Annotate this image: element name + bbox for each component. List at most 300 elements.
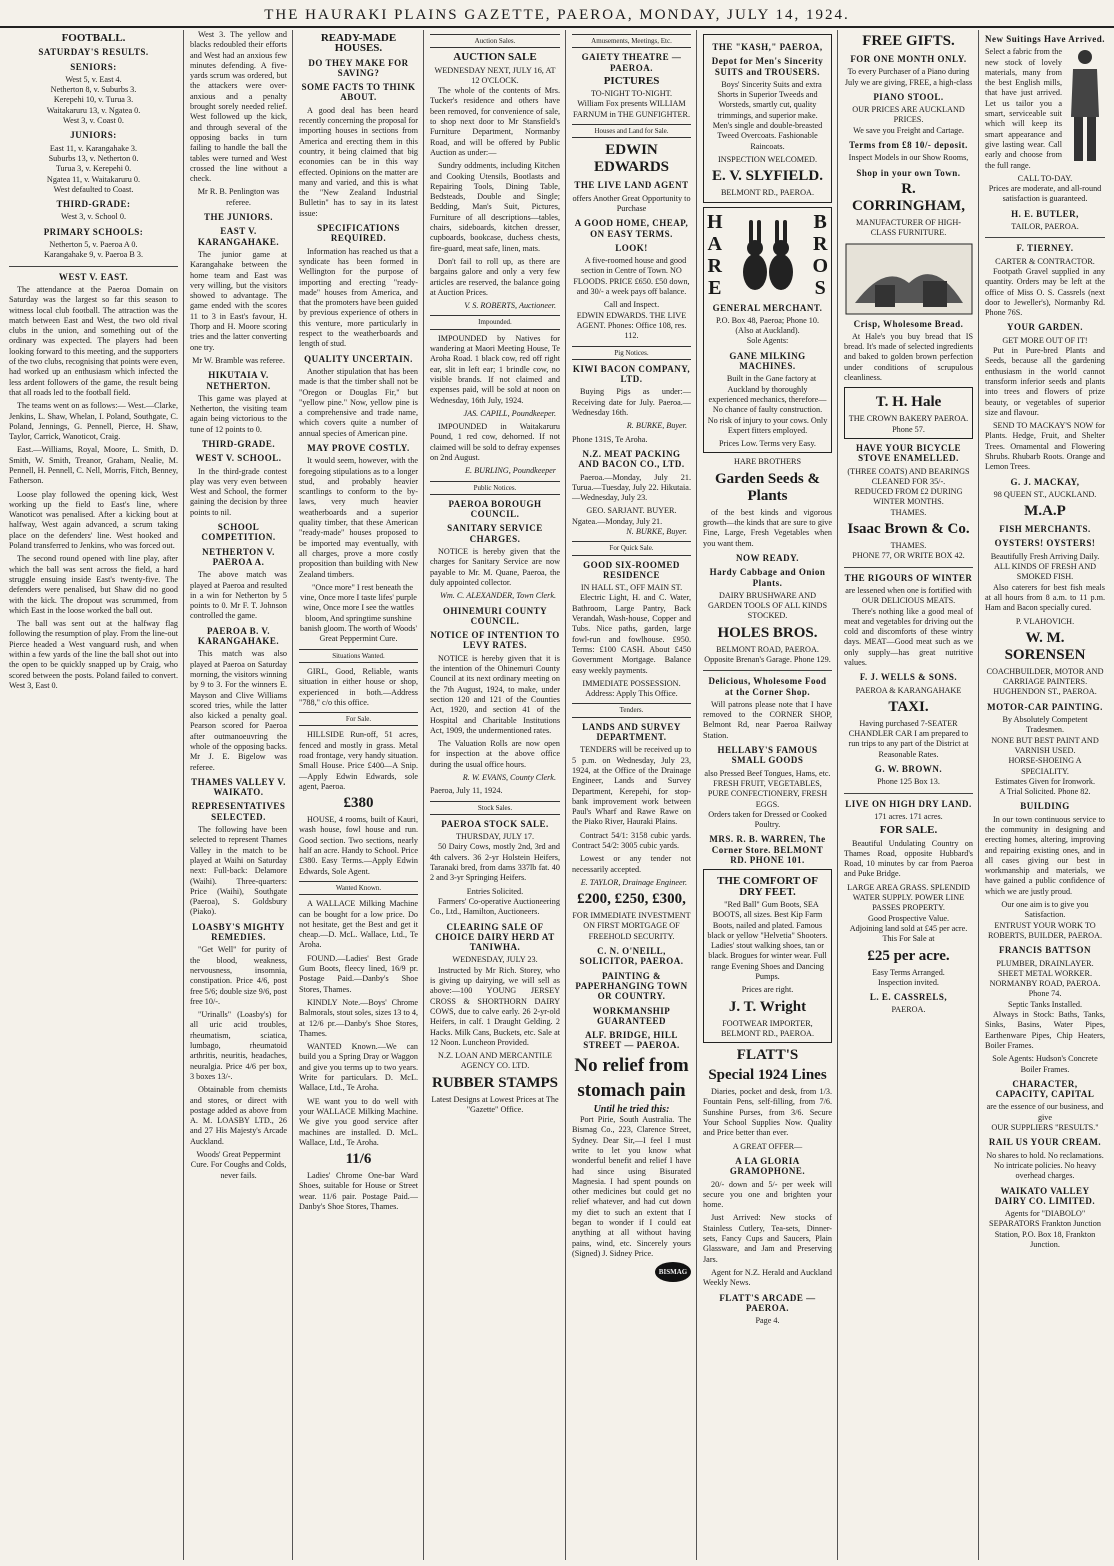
advert-line: REDUCED FROM £2 DURING WINTER MONTHS. (854, 487, 963, 507)
classified-ad: WANTED Known.—We can build you a Spring Dray or Waggon and give you terms up to two years. Write for particulars. D. McL. Wallace, Ltd., Te Aroha. (299, 1042, 418, 1093)
advert-line: IN HALL ST., OFF MAIN ST. (580, 583, 683, 593)
advert-line: OUR SUPPLIERS "RESULTS." (991, 1123, 1099, 1133)
advert-line: FRESH FRUIT, VEGETABLES, PURE CONFECTIONERY, FRESH EGGS. (707, 778, 828, 809)
advert-heading: THE COMFORT OF DRY FEET. (717, 875, 818, 898)
wright-advert (703, 869, 832, 1043)
logo-letter: S (814, 276, 826, 299)
column-merchants (698, 30, 838, 1560)
classified-ad: HOUSE, 4 rooms, built of Kauri, wash house, fowl house and run. Good section. Two sections, nearly half an acre. Handy to School. Price £380. Easy Terms.—Apply Edwin Edwards, Sole Agent. (299, 815, 418, 876)
advert-line: Latest Designs at Lowest Prices at The "Gazette" Office. (431, 1094, 559, 1115)
advert-headline: T. H. Hale (875, 394, 942, 411)
advert-line: HORSE-SHOEING A SPECIALITY. (1008, 756, 1082, 776)
advert-line: Prices are moderate, and all-round satisfaction is guaranteed. (988, 184, 1102, 204)
advert-verse: "Once more" I rest beneath the vine, Once more I taste lifes' purple wine, Once more I see the wattles bloom, And springtime sunshine banish gloom. The worth of Woods' Great Peppermint Cure. (300, 582, 417, 644)
advert-line: Phone 131S, Te Aroha. (572, 434, 648, 444)
advert-line: (THREE COATS) AND BEARINGS CLEANED FOR 35/-. (847, 466, 970, 486)
advert-paragraph: "Red Ball" Gum Boots, SEA BOOTS, all sizes. Best Kip Farm Boots, nailed and plated. Famous black or yellow "Helvetia" Shooters. Ladies' stout walking shoes, tan or black. Brogues for winter wear. Full range Evening Shoes and Dancing Pumps. (707, 899, 828, 981)
advert-paragraph: Select a fabric from the new stock of lovely materials, many from the best English mills, that have just arrived. Let us tailor you a smart, serviceable suit which will keep its smart appearance and give lasting wear. Call early and choose from the full range. (985, 47, 1062, 170)
signature: E. TAYLOR, Drainage Engineer. (580, 877, 687, 887)
kash-advert (703, 34, 832, 203)
subheading: THIRD-GRADE: (56, 199, 131, 210)
result-line: West 5, v. East 4. (65, 74, 122, 84)
result-line: West 3, v. Coast 0. (63, 116, 124, 126)
notice-paragraph: NOTICE is hereby given that the charges for Sanitary Service are now payable to Mr. M. Quane, Paeroa, the duly appointed collector. (430, 547, 560, 587)
advert-line: GET MORE OUT OF IT! (1002, 335, 1088, 345)
advert-heading: F. J. WELLS & SONS. (859, 672, 958, 683)
advert-line: Prices Low. Terms very Easy. (719, 439, 816, 449)
newspaper-columns (4, 30, 1110, 1560)
article-paragraph: The ball was sent out at the halfway flag following the resumption of play. From the line-out Pierce headed a West vanguard rush, and when within a few yards of the line the ball shot out into the open to be quickly snapped up by Craig, who scored between the posts. Poland failed to convert. West 3, East 0. (9, 619, 178, 690)
advert-line: DAIRY BRUSHWARE AND GARDEN TOOLS OF ALL KINDS STOCKED. (707, 590, 828, 621)
advert-heading: OYSTERS! OYSTERS! (994, 538, 1096, 549)
classified-category: Stock Sales. (430, 801, 560, 815)
advert-line: offers Another Great Opportunity to Purchase (572, 193, 691, 213)
advert-paragraph: In our town continuous service to the community in designing and erecting homes, altering, improving and repairing existing ones, and in all cases giving our best in workmanship and materials, we have gained a public confidence of which we are justly proud. (985, 814, 1105, 896)
bismag-logo: BISMAG (655, 1262, 691, 1282)
logo-letter: R (707, 254, 722, 277)
advert-heading: WAIKATO VALLEY DAIRY CO. LIMITED. (994, 1185, 1096, 1206)
column-tradesmen (980, 30, 1110, 1560)
notice-heading: SANITARY SERVICE CHARGES. (447, 523, 543, 544)
advert-paragraph: Just Arrived: New stocks of Stainless Cutlery, Tea-sets, Dinner-sets, Fancy Cups and Saucers, Plain Glassware, and Jam and Preserving Jars. (703, 1213, 832, 1264)
subheading: PRIMARY SCHOOLS: (43, 226, 144, 237)
advert-headline: Isaac Brown & Co. (847, 521, 970, 538)
subheading: HIKUTAIA V. NETHERTON. (206, 370, 271, 391)
subheading: SATURDAY'S RESULTS. (38, 47, 149, 58)
column-football (4, 30, 184, 1560)
article-paragraph: Another stipulation that has been made is that the timber shall not be "Oregon or Douglas Fir," but "yellow pine." Now, yellow pine is a comprehensive and trade name, which covers quite a number of annual species of American pine. (299, 366, 418, 438)
advert-paragraph: Beautiful Undulating Country on Thames Road, opposite Hubbard's Road, 10 minutes by car from Paeroa and Puke Bridge. (844, 838, 973, 879)
notice-paragraph: The Valuation Rolls are now open for inspection at the above office during the usual office hours. (430, 739, 560, 769)
advert-paragraph: There's nothing like a good meal of meat and vegetables for driving out the cold and discomforts of these wintry days. MEAT—Good meat such as we only supply—has great nutritive values. (844, 606, 973, 667)
advert-line: We save you Freight and Cartage. (853, 125, 964, 135)
logo-letter: O (812, 254, 828, 277)
advert-line: Agents for "DIABOLO" SEPARATORS Frankton Junction Station, P.O. Box 18, Frankton Junction. (989, 1209, 1101, 1249)
referee-line: Mr W. Bramble was referee. (192, 355, 285, 365)
classified-ad: A WALLACE Milking Machine can be bought for a low price. Do not hesitate, get the Best and get it cheap.—D. McL. Wallace, Ltd., Te Aroha. (299, 899, 418, 950)
advert-heading: NOW READY. (735, 552, 799, 563)
advert-line: Orders taken for Dressed or Cooked Poultry. (708, 809, 827, 830)
advert-heading: GENERAL MERCHANT. (712, 302, 823, 313)
advert-heading: FOR SALE. (879, 824, 938, 837)
subheading: WEST V. EAST. (58, 271, 129, 282)
advert-line: Phone 125 Box 13. (877, 777, 940, 787)
subheading: THE JUNIORS. (203, 212, 273, 223)
article-paragraph: The junior game at Karangahake between the home team and East was very willing, but the visitors showed to advantage. The game ended with the scores 11 to 3 in East's favour, H. Thorp and H. Moore scoring tries and the latter converting one try. (190, 249, 287, 352)
logo-letter: R (812, 232, 828, 255)
advert-line: A Trial Solicited. Phone 82. (999, 787, 1091, 797)
classified-category: Wanted Known. (299, 881, 418, 895)
advert-line: THE CROWN BAKERY PAEROA. Phone 57. (848, 414, 969, 434)
hare-bros-advert (703, 207, 832, 454)
advert-heading: LOOK! (615, 242, 648, 253)
notice-line: Entries Solicited. (466, 886, 524, 896)
advert-heading: PAINTING & PAPERHANGING TOWN OR COUNTRY. (575, 970, 688, 1002)
advert-headline: HOLES BROS. (717, 624, 818, 641)
divider (844, 567, 973, 568)
divider (844, 793, 973, 794)
article-paragraph: The attendance at the Paeroa Domain on Saturday was the largest so far this season to witness local club football. The attraction was the match between East and West, the two old rival clubs in the union, and something out of the ordinary was expected. The players had been looking forward to this meeting, and the supporters of the two clubs, recognising that points were even, had worked up an enthusiasm which infected the less ardent followers of the game, the result being that all roads led to the football field. (9, 284, 178, 397)
advert-line: LARGE AREA GRASS. SPLENDID WATER SUPPLY. POWER LINE PASSES PROPERTY. (847, 882, 970, 913)
advert-heading: GANE MILKING MACHINES. (729, 350, 806, 372)
advert-line: CALL TO-DAY. (1017, 173, 1073, 183)
advert-heading: G. J. MACKAY, (1010, 476, 1080, 487)
advert-line: PAEROA & KARANGAHAKE (855, 685, 962, 695)
advert-line: ALL KINDS OF FRESH AND SMOKED FISH. (993, 562, 1097, 582)
advert-paragraph: Diaries, pocket and desk, from 1/3. Fountain Pens, self-filling, from 7/6. Sunshine Purses, from 3/6. Secure Your School Supplies Now. Quality and Price better than ever. (703, 1087, 832, 1138)
advert-heading: New Suitings Have Arrived. (985, 34, 1105, 44)
article-paragraph: A good deal has been heard recently concerning the proposal for importing houses in sections from America and erecting them in this country, it being claimed that big economies can be in this way effected. Opinions on the matter are many and varied, and this is what the "New Zealand Industrial Bulletin" has to say in its latest issue: (299, 105, 418, 218)
advert-heading: HELLABY'S FAMOUS SMALL GOODS (717, 745, 818, 766)
divider (703, 670, 832, 671)
subheading: SCHOOL COMPETITION. (201, 522, 276, 543)
notice-line: N.Z. LOAN AND MERCANTILE AGENCY CO. LTD. (438, 1051, 552, 1071)
result-line: Ngatea 11, v. Waitakaruru 0. (46, 174, 141, 184)
logo-letter: H (707, 210, 723, 233)
price-display: 11/6 (345, 1151, 372, 1168)
advert-line: are the essence of our business, and give (986, 1102, 1104, 1122)
advert-line: ENTRUST YOUR WORK TO ROBERTS, BUILDER, PAEROA. (987, 920, 1103, 940)
advert-line: IMMEDIATE POSSESSION. (582, 678, 681, 688)
section-heading: FOOTBALL. (61, 32, 126, 44)
advert-heading: PICTURES (603, 74, 660, 87)
article-paragraph: The above match was played at Paeroa and resulted in a win for Netherton by 5 points to 0. Mr F. T. Johnson controlled the game. (190, 570, 287, 621)
advert-heading: N.Z. MEAT PACKING AND BACON CO., LTD. (578, 448, 685, 470)
advert-headline: £200, £250, £300, (577, 891, 686, 908)
advert-heading: FOR ONE MONTH ONLY. (850, 54, 967, 64)
advert-heading: BUILDING (1020, 801, 1070, 812)
subheading: SOME FACTS TO THINK ABOUT. (301, 82, 416, 103)
column-furniture-bakery (839, 30, 979, 1560)
advert-heading: LIVE ON HIGH DRY LAND. (845, 798, 972, 809)
advert-line: also Pressed Beef Tongues, Hams, etc. (704, 768, 831, 778)
advert-line: TAILOR, PAEROA. (1011, 222, 1079, 232)
advert-heading: THE "KASH," PAEROA, (712, 42, 823, 52)
advert-heading: Crisp, Wholesome Bread. (853, 318, 964, 329)
advert-paragraph: Built in the Gane factory at Auckland by thoroughly experienced mechanics, therefore— No chance of faulty construction. No risk of injury to your cows. Only Expert fitters employed. (707, 374, 828, 435)
advert-line: A GREAT OFFER— (732, 1141, 803, 1151)
advert-heading: HAVE YOUR BICYCLE STOVE ENAMELLED. (855, 442, 962, 464)
advert-line: Address: Apply This Office. (585, 689, 678, 699)
logo-letter: A (707, 232, 722, 255)
advert-paragraph: "Urinalls" (Loasby's) for all uric acid troubles, rheumatism, sciatica, lumbago, rheumatoid arthritis, neuritis, headaches, neuralgia. Price 4/6 per box, 3 boxes 13/-. (190, 1010, 287, 1081)
advert-heading: CHARACTER, CAPACITY, CAPITAL (995, 1078, 1095, 1100)
advert-heading: FISH MERCHANTS. (999, 524, 1091, 535)
advert-line: P.O. Box 48, Paeroa; Phone 10. (Also at Auckland). (715, 315, 820, 336)
advert-line: CARTER & CONTRACTOR. (995, 256, 1095, 266)
article-paragraph: It would seem, however, with the foregoing stipulations as to a longer stud, and probably heavier scantlings to conform to the by-laws, very much heavier weatherboards and a superior quality timber, that these American "ready-made" houses proposed to be imported may eventually, with all charges, prove a more costly proposition than building with New Zealand timbers. (299, 456, 418, 579)
advert-headline: FLATT'S (736, 1047, 799, 1064)
advert-line: Inspection invited. (878, 977, 939, 987)
advert-heading: FLATT'S ARCADE — PAEROA. (719, 1292, 816, 1313)
advert-heading: YOUR GARDEN. (1006, 322, 1083, 333)
signature: EDWIN EDWARDS. THE LIVE AGENT. Phones: Office 108, res. 112. (576, 310, 687, 341)
advert-paragraph: Agent for N.Z. Herald and Auckland Weekly News. (703, 1267, 832, 1288)
notice-paragraph: 50 Dairy Cows, mostly 2nd, 3rd and 4th calvers. 36 2-yr Holstein Heifers, Taranaki bred, from dams 337lb fat. 40 2 and 3-yr Springing Heifers. (430, 842, 560, 883)
result-line: Turua 3, v. Kerepehi 0. (55, 164, 132, 174)
advert-line: NORMANBY ROAD, PAEROA. Phone 74. (989, 979, 1101, 999)
subheading: EAST V. KARANGAHAKE. (197, 226, 280, 247)
advert-line: are lessened when one is fortified with OUR DELICIOUS MEATS. (845, 585, 972, 606)
notice-paragraph: IMPOUNDED in Waitakaruru Pound, 1 red cow, dehorned. If not claimed will be sold to defray expenses on 2nd August. (430, 422, 560, 462)
advert-line: Easy Terms Arranged. (872, 967, 945, 977)
classified-category: Situations Wanted. (299, 649, 418, 663)
advert-headline: TAXI. (888, 698, 929, 715)
referee-line: Mr R. B. Penlington was referee. (197, 187, 280, 207)
signature: V. S. ROBERTS, Auctioneer. (464, 301, 556, 311)
advert-heading: C. N. O'NEILL, SOLICITOR, PAEROA. (579, 946, 684, 967)
classified-category: Pig Notices. (572, 346, 691, 360)
advert-heading: GAIETY THEATRE — PAEROA. (581, 52, 682, 73)
advert-line: BELMONT ROAD, PAEROA. Opposite Brenan's Garage. Phone 129. (704, 644, 831, 664)
notice-paragraph: Don't fail to roll up, as there are bargains galore and only a very few articles are reserved, the balance going at Auction Prices. (430, 256, 560, 297)
advert-line: Beautifully Fresh Arriving Daily. (990, 551, 1100, 561)
signature: Wm. C. ALEXANDER, Town Clerk. (440, 591, 556, 601)
advert-heading: THE RIGOURS OF WINTER (844, 572, 973, 583)
advert-headline: £25 per acre. (867, 947, 950, 964)
advert-line: NONE BUT BEST PAINT AND VARNISH USED. (991, 735, 1099, 755)
advert-headline: J. T. Wright (728, 998, 807, 1015)
advert-line: 98 QUEEN ST., AUCKLAND. (993, 489, 1097, 499)
classified-ad: HILLSIDE Run-off, 51 acres, fenced and mostly in grass. Metal road frontage, very handy situation. Small House. Price £400—A Snip.—Apply Edwin Edwards, sole agent, Paeroa. (299, 730, 418, 791)
advert-paragraph: Electric Light, H. and C. Water, Bathroom, Large Pantry, Back Verandah, Wash-house, Copper and Tubs. Nice paths, garden, large fowl-run and fowlhouse. £950. Terms: £100 CASH. About £450 Government Mortgage. Balance easy weekly payments. (572, 593, 691, 675)
logo-letter: B (813, 210, 827, 233)
advert-heading: MOTOR-CAR PAINTING. (987, 701, 1103, 712)
notice-paragraph: TENDERS will be received up to 5 p.m. on Wednesday, July 23, 1924, at the Office of the Drainage Engineer, Lands and Survey Department, Kerepehi, for stop-bank improvement work between Paul's Wharf and Rawe Rawe on the Piako River, Hauraki Plains. (572, 745, 691, 827)
classified-ad: GIRL, Good, Reliable, wants situation in either house or shop, experienced in both.—Address "788," c/o this office. (299, 666, 418, 707)
subheading: SENIORS: (70, 61, 117, 72)
advert-heading: ALF. BRIDGE, HILL STREET — PAEROA. (583, 1030, 680, 1051)
price-display: £380 (343, 795, 374, 812)
advert-heading: L. E. CASSRELS, (869, 992, 948, 1003)
classified-ad: FOUND.—Ladies' Best Grade Gum Boots, fleecy lined, 16/9 pr. Postage Paid.—Danby's Shoe Stores, Thames. (299, 953, 418, 994)
masthead: THE HAURAKI PLAINS GAZETTE, PAEROA, MONDAY, JULY 14, 1924. (0, 0, 1114, 28)
advert-paragraph: Footpath Gravel supplied in any quantity. Orders may be left at the office of Miss O. S. Cassrels (next door to Jeweller's), Normanby Rd. Phone 76S. (985, 266, 1105, 318)
advert-line: Septic Tanks Installed. (1007, 999, 1083, 1009)
classified-category: Houses and Land for Sale. (572, 124, 691, 138)
advert-headline: stomach pain (577, 1079, 686, 1101)
advert-heading: A LA GLORIA GRAMOPHONE. (729, 1155, 806, 1177)
advert-heading: Delicious, Wholesome Food at the Corner Shop. (708, 676, 827, 697)
page-number: Page 4. (755, 1316, 780, 1326)
advert-paragraph: Also caterers for best fish meals at all hours from 8 a.m. to 11 p.m. Ham and Bacon specially cured. (985, 582, 1105, 613)
advert-heading: PIANO STOOL. (873, 91, 944, 102)
notice-date: WEDNESDAY, JULY 23. (452, 955, 538, 965)
advert-line: FOOTWEAR IMPORTER, BELMONT RD., PAEROA. (720, 1018, 815, 1038)
advert-paragraph: "Get Well" for purity of the blood, weakness, nervousness, insomnia, constipation. Price 4/6, post free 5/6; double size 9/6, post free 10/-. (190, 945, 287, 1006)
subheading: REPRESENTATIVES SELECTED. (191, 801, 286, 822)
advert-line: PAEROA. (891, 1005, 926, 1015)
advert-paragraph: 20/- down and 5/- per week will secure you one and brighten your home. (703, 1179, 832, 1210)
notice-paragraph: Sundry oddments, including Kitchen and Cooking Utensils, Bootlasts and Repairing Tools, Dining Table, Bedsteads, Double and Single; Bedding, Man's Suit, Pictures, Furniture of all descriptions—tables, chairs, sideboards, kitchen dresser, cupboards, bookcase, duchess chests, fire-guard, meat safe, linen, mats. (430, 161, 560, 253)
result-line: West defaulted to Coast. (53, 184, 134, 194)
advert-paragraph: Boys' Sincerity Suits and extra Shorts in Superior Tweeds and Worsteds, smartly cut, quality trimmings, and superior make. Men's single and double-breasted Tweed Overcoats. Fashionable Raincoats. (712, 79, 823, 151)
signature: N. BURKE, Buyer. (626, 526, 687, 536)
article-headline: READY-MADE HOUSES. (320, 32, 397, 55)
result-line: Suburbs 13, v. Netherton 0. (48, 153, 139, 163)
classified-category: For Quick Sale. (572, 541, 691, 555)
advert-line: Having purchased 7-SEATER CHANDLER CAR I am prepared to run trips to any part of the District at Reasonable Rates. (848, 718, 969, 759)
advert-heading: Depot for Men's Sincerity SUITS and TROUSERS. (711, 56, 824, 77)
advert-line: Our one aim is to give you Satisfaction. (1001, 900, 1089, 920)
article-paragraph: In the third-grade contest play was very even between West and School, the former gaining the decision by three points to nil. (190, 466, 287, 517)
article-paragraph: The teams went on as follows:— West.—Clarke, Jenkins, L. Shaw, Whelan, I. Poland, Southgate, C. Poland, Jennings, G. Pennell, Pierce, H. Shaw, Taylor, Carrick, Wanoticot, Craig. (9, 401, 178, 442)
article-paragraph: Loose play followed the opening kick, West working up the field to East's line, where Wanoticot was penalised. After a kicking bout at halfway, West again advanced, a scrum taking place on the defenders' line. West hooked and Poland transferred to Jenkins, who was forced out. (9, 489, 178, 551)
notice-date: Paeroa, July 11, 1924. (430, 786, 503, 796)
advert-line: FOR IMMEDIATE INVESTMENT ON FIRST MORTGAGE OF FREEHOLD SECURITY. (572, 911, 691, 941)
bakery-illustration (845, 243, 973, 315)
subheading: WEST V. SCHOOL. (195, 453, 282, 464)
classified-category: Impounded. (430, 315, 560, 329)
classified-category: Auction Sales. (430, 34, 560, 48)
signature: R. BURKE, Buyer. (626, 421, 687, 431)
advert-heading: Terms from £8 10/- deposit. (849, 140, 968, 151)
classified-category: For Sale. (299, 712, 418, 726)
advert-paragraph: Paeroa.—Monday, July 21. Turua.—Tuesday, July 22. Hikutaia.—Wednesday, July 23. (572, 472, 691, 503)
divider (985, 237, 1105, 238)
advert-headline: RUBBER STAMPS (432, 1074, 558, 1091)
notice-paragraph: NOTICE is hereby given that it is the intention of the Ohinemuri County Council at its next ordinary meeting on the 7th August, 1924, to make, under section 120 and 121 of the Counties Act, 1920, and section 41 of the Hospital and Charitable Institutions Act, 1909, the undermentioned rates. (430, 653, 560, 735)
column-amusements-land (567, 30, 697, 1560)
advert-line: Ngatea.—Monday, July 21. (572, 516, 663, 526)
subheading: MAY PROVE COSTLY. (307, 442, 410, 453)
subheading: LOASBY'S MIGHTY REMEDIES. (192, 921, 285, 943)
notice-paragraph: Farmers' Co-operative Auctioneering Co., Ltd., Hamilton, Auctioneers. (430, 896, 560, 917)
advert-paragraph: SEND TO MACKAY'S NOW for Plants. Hedge, Fruit, and Shelter Trees. Ornamental and Flowering Shrubs. Rhubarb Roots. Orange and Lemon Trees. (985, 421, 1105, 472)
notice-heading: PAEROA STOCK SALE. (441, 818, 549, 829)
advert-heading: GOOD SIX-ROOMED RESIDENCE (583, 559, 680, 580)
classified-category: Amusements, Meetings, Etc. (572, 34, 691, 48)
advert-line: THAMES. (890, 507, 927, 517)
advert-tagline: Until he tried this: (593, 1103, 670, 1115)
article-paragraph: West 3. The yellow and blacks redoubled their efforts and West had an anxious few minutes defending. A five-yards scrum was ordered, but the attackers were over-anxious and a penalty brought sorely needed relief. West followed up the kick, and through several of the opposing backs in turn failing to handle the ball the tables were turned and West crossed the line without a check. (190, 30, 287, 184)
hares-illustration (733, 212, 803, 298)
advert-heading: F. TIERNEY. (1016, 243, 1074, 254)
notice-date: THURSDAY, JULY 17. (455, 832, 535, 842)
article-paragraph: The second round opened with line play, after which the ball was sent across the field, a hard struggle ensuing inside East's twenty-five. The defenders were penalised, but Shaw did no good with the kick. The dropout was scrummed, from which East in the loose worked the ball out. (9, 554, 178, 615)
classified-category: Tenders. (572, 703, 691, 717)
article-paragraph: East.—Williams, Royal, Moore, L. Smith, D. Smith, W. Smith, Treanor, Graham, Nealie, M. Pennell, H. Pennell, C. Nell, Morris, Fitch, Benney, Fatherson. (9, 445, 178, 486)
advert-headline: Garden Seeds & Plants (715, 470, 820, 504)
classified-category: Public Notices. (430, 481, 560, 495)
advert-line: PHONE 77, OR WRITE BOX 42. (852, 551, 965, 561)
logo-letter: E (708, 276, 722, 299)
advert-line: Prices are right. (741, 985, 794, 995)
advert-line: No shares to hold. No reclamations. No intricate policies. No heavy overhead charges. (986, 1150, 1104, 1181)
result-line: Netherton 8, v. Suburbs 3. (50, 85, 137, 95)
advert-headline: FREE GIFTS. (862, 33, 955, 49)
tailor-figure-illustration (1065, 47, 1105, 165)
column-auctions-notices (425, 30, 566, 1560)
classified-ad: WE want you to do well with your WALLACE Milking Machine. We give you good service after machines are installed. D. McL. Wallace, Ltd., Te Aroha. (299, 1096, 418, 1147)
advert-heading: FRANCIS BATTSON (998, 945, 1092, 956)
result-line: East 11, v. Karangahake 3. (49, 143, 138, 153)
advert-line: PLUMBER, DRAINLAYER. SHEET METAL WORKER. (996, 958, 1094, 978)
advert-line: P. VLAHOVICH. (1015, 616, 1075, 626)
advert-heading: H. E. BUTLER, (1011, 208, 1079, 219)
classified-ad: KINDLY Note.—Boys' Chrome Balmorals, stout soles, sizes 13 to 4, at 12/6 pr.—Danby's Shoe Stores, Thames. (299, 997, 418, 1038)
subheading: SPECIFICATIONS REQUIRED. (317, 223, 400, 244)
advert-paragraph: Port Pirie, South Australia. The Bismag Co., 223, Clarence Street, Sydney. Dear Sir,—I feel I must write to let you know what wonderful benefit and relief I have had since using Bisurated Magnesia. I had spent pounds on other medicines but could get no relief whatever, and had cut down my diet to such an extent that I began to wonder if I could eat anything at all without having pains, wind, etc. Sincerely yours (Signed) J. Sidney Price. (572, 1115, 691, 1258)
advert-line: HARE BROTHERS (733, 457, 802, 467)
advert-headline: E. V. SLYFIELD. (711, 168, 824, 185)
notice-heading: PAEROA BOROUGH COUNCIL. (448, 498, 542, 520)
advert-heading: KIWI BACON COMPANY, LTD. (572, 363, 691, 385)
signature: R. W. EVANS, County Clerk. (462, 773, 556, 782)
notice-heading: OHINEMURI COUNTY COUNCIL. (442, 605, 548, 626)
subheading: PAEROA B. V. KARANGAHAKE. (197, 625, 280, 647)
subheading: DO THEY MAKE FOR SAVING? (308, 57, 409, 78)
advert-heading: A GOOD HOME, CHEAP, ON EASY TERMS. (574, 218, 689, 239)
result-line: Karangahake 9, v. Paeroa B 3. (43, 250, 144, 260)
notice-paragraph: Instructed by Mr Rich. Storey, who is giving up dairying, we will sell as above:—100 YOUNG JERSEY CROSS & SHORTHORN DAIRY COWS, due to calve early. 26 2-yr-old Heifers, in calf. 1 Draught Gelding. 2 Hacks. Milk Cans, Buckets, etc. Sale at 12 Noon. Luncheon Provided. (430, 965, 560, 1047)
advert-line: William Fox presents WILLIAM FARNUM in THE GUNFIGHTER. (572, 99, 691, 119)
advert-line: 171 acres. 171 acres. (874, 811, 943, 821)
subheading: NETHERTON V. PAEROA A. (202, 546, 275, 567)
advert-line: Sole Agents: (746, 336, 789, 346)
advert-headline: Special 1924 Lines (708, 1067, 827, 1084)
advert-heading: THE LIVE LAND AGENT (574, 180, 689, 191)
notice-paragraph: IMPOUNDED by Natives for wandering at Maori Meeting House, Te Aroha Road. 1 black cow, red off right ear, slit in left ear; 1 brindle cow, no visible brands. If not claimed and expenses paid, will be sold at noon on Wednesday, 16th July, 1924. (430, 333, 560, 405)
notice-paragraph: Lowest or any tender not necessarily accepted. (572, 854, 691, 874)
advert-paragraph: Buying Pigs as under:— Receiving date for July. Paeroa.—Wednesday 16th. (572, 387, 691, 418)
article-paragraph: This match was also played at Paeroa on Saturday morning, the visitors winning by 9 to 3. For the winners E. Mayson and Clive Williams scored tries, while the latter also kicked a penalty goal. Pearson scored for Paeroa after outmanoeuvring the whole of the opposing backs. Mr J. E. Bigelow was referee. (190, 649, 287, 772)
advert-heading: MRS. R. B. WARREN, The Corner Store. BELMONT RD. PHONE 101. (709, 834, 826, 866)
notice-heading: LANDS AND SURVEY DEPARTMENT. (582, 721, 681, 743)
advert-line: Estimates Given for Ironwork. (994, 776, 1096, 786)
advert-paragraph: Will patrons please note that I have removed to the CORNER SHOP, Belmont Rd, near Paeroa Railway Station. (703, 699, 832, 740)
subheading: THAMES VALLEY V. WAIKATO. (191, 776, 286, 798)
advert-headline: EDWIN EDWARDS (593, 142, 669, 176)
classified-ad: Ladies' Chrome One-bar Ward Shoes, suitable for House or Street wear. 11/6 pair. Postage Paid.—Danby's Shoe Stores, Thames. (299, 1171, 418, 1211)
advert-paragraph: Always in Stock: Baths, Tanks, Sinks, Basins, Water Pipes, Earthenware Pipes, Chip Heaters, Boiler Frames. (985, 1010, 1105, 1050)
advert-line: THAMES. (890, 541, 927, 551)
advert-headline: R. CORRINGHAM, (852, 180, 965, 214)
advert-paragraph: Obtainable from chemists and stores, or direct with postage added as above from A. M. LOASBY LTD., 26 and 27 His Majesty's Arcade Auckland. (190, 1085, 287, 1146)
subheading: THIRD-GRADE. (201, 438, 276, 449)
advert-heading: Hardy Cabbage and Onion Plants. (709, 567, 826, 588)
notice-date: WEDNESDAY NEXT, JULY 16, AT 12 O'CLOCK. (434, 65, 556, 85)
advert-line: OUR PRICES ARE AUCKLAND PRICES. (852, 105, 965, 125)
signature: E. BURLING, Poundkeeper (465, 466, 556, 476)
result-line: West 3, v. School 0. (61, 212, 126, 222)
advert-headline: M.A.P (1024, 503, 1066, 520)
advert-heading: RAIL US YOUR CREAM. (988, 1137, 1102, 1148)
advert-paragraph: Put in Pure-bred Plants and Seeds, because all the gardening enthusiasm in the world cannot transform inferior seeds and plants into trees and flowers of prize beauty, or vegetables of superior size and flavour. (985, 346, 1105, 417)
notice-heading: CLEARING SALE OF CHOICE DAIRY HERD AT TANIWHA. (435, 921, 555, 953)
advert-line: Adjoining land sold at £45 per acre. This For Sale at (849, 923, 968, 944)
article-paragraph: Information has reached us that a syndicate has been formed in Wellington for the purpose of importing and erecting "ready-made" houses from America, and that the promoters have been guided by previous experience of others in this venture, more particularly in respect to the weatherboards and length of stud. (299, 246, 418, 349)
advert-line: INSPECTION WELCOMED. (717, 154, 817, 164)
advert-paragraph: A five-roomed house and good section in Centre of Town. NO FLOODS. PRICE £650. £50 down, and 30/- a week pays off balance. (573, 256, 690, 297)
column-football-continued (185, 30, 293, 1560)
advert-line: Call and Inspect. (603, 300, 660, 310)
advert-tagline: Woods' Great Peppermint Cure. For Coughs and Colds, never fails. (190, 1149, 287, 1180)
article-paragraph: This game was played at Netherton, the visiting team again being victorious to the tune of 12 points to 0. (190, 393, 287, 434)
advert-line: Inspect Models in our Show Rooms, (848, 153, 969, 163)
result-line: Kerepehi 10, v. Turua 3. (53, 95, 134, 105)
advert-line: To every Purchaser of a Piano during July we are giving, FREE, a high-class (844, 67, 973, 87)
advert-line: Sole Agents: Hudson's Concrete Boiler Frames. (992, 1054, 1098, 1074)
advert-line: By Absolutely Competent Tradesmen. (1002, 715, 1088, 735)
advert-line: TO-NIGHT TO-NIGHT. (590, 89, 673, 99)
column-ready-made-houses (294, 30, 424, 1560)
subheading: QUALITY UNCERTAIN. (304, 353, 413, 364)
notice-heading: NOTICE OF INTENTION TO LEVY RATES. (430, 630, 560, 651)
advert-line: COACHBUILDER, MOTOR AND CARRIAGE PAINTERS. HUGHENDON ST., PAEROA. (986, 666, 1104, 697)
subheading: JUNIORS: (70, 130, 117, 141)
advert-line: BELMONT RD., PAEROA. (720, 188, 815, 198)
